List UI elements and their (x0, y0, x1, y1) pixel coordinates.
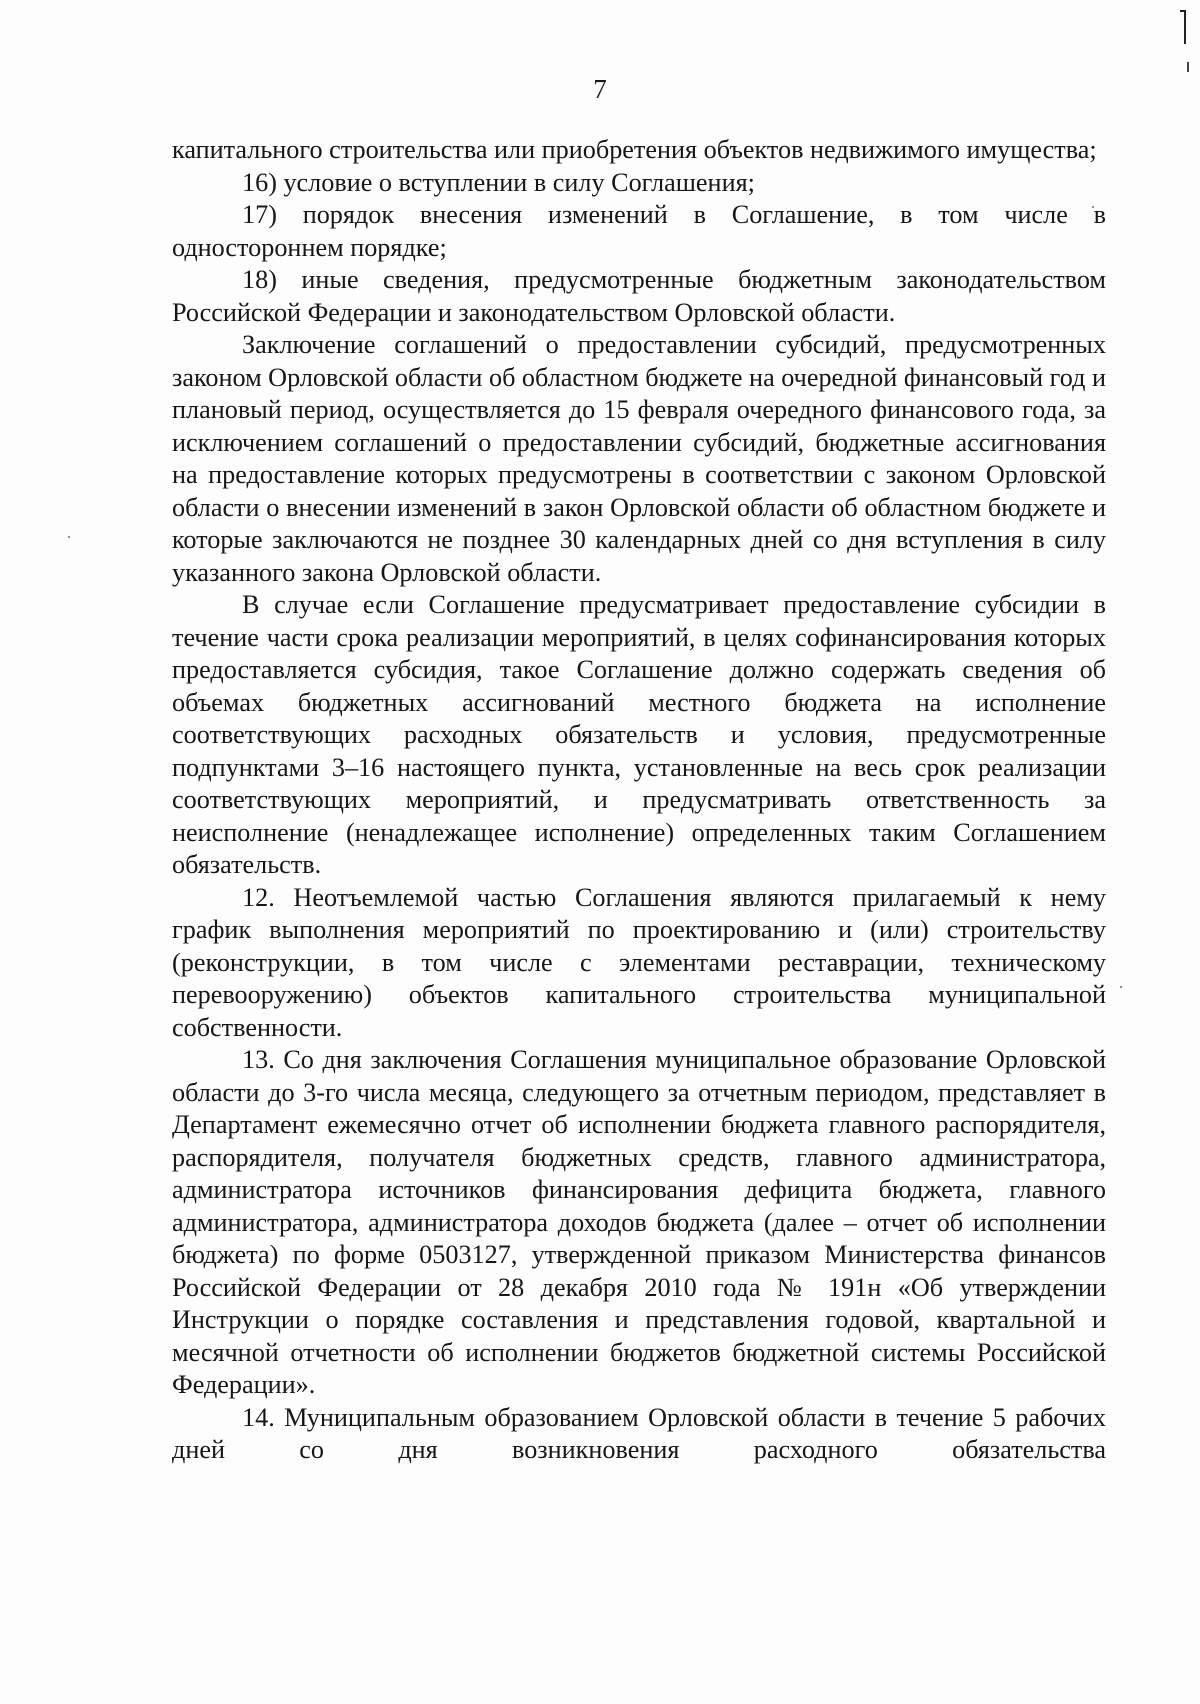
scan-speck (68, 536, 70, 538)
paragraph-item-16: 16) условие о вступлении в силу Соглашения; (242, 167, 755, 197)
paragraph-item-18: 18) иные сведения, предусмотренные бюджетным законодательством Российской Федерации и законодательством Орловской области. (172, 265, 1106, 327)
paragraph-12: 12. Неотъемлемой частью Соглашения являются прилагаемый к нему график выполнения мероприятий по проектированию и (или) строительству (реконструкции, в том числе с элементами реставрации, техническому перевооружению) объектов капитального строительства муниципальной собственности. (172, 882, 1106, 1042)
staple-mark (1180, 10, 1186, 44)
scan-mark (1187, 62, 1189, 72)
paragraph-partial-term: В случае если Соглашение предусматривает предоставление субсидии в течение части срока реализации мероприятий, в целях софинансирования которых предоставляется субсидия, такое Соглашение должно содержать сведения об объемах бюджетных ассигнований местного бюджета на исполнение соответствующих расходных обязательств и условия, предусмотренные подпунктами 3–16 настоящего пункта, установленные на весь срок реализации соответствующих мероприятий, и предусматривать ответственность за неисполнение (ненадлежащее исполнение) определенных таким Соглашением обязательств. (172, 590, 1106, 879)
paragraph-13: 13. Со дня заключения Соглашения муниципальное образование Орловской области до 3-го числа месяца, следующего за отчетным периодом, представляет в Департамент ежемесячно отчет об исполнении бюджета главного распорядителя, распорядителя, получателя бюджетных средств, главного администратора, администратора источников финансирования дефицита бюджета, главного администратора, администратора доходов бюджета (далее – отчет об исполнении бюджета) по форме 0503127, утвержденной приказом Министерства финансов Российской Федерации от 28 декабря 2010 года № 191н «Об утверждении Инструкции о порядке составления и представления годовой, квартальной и месячной отчетности об исполнении бюджетов бюджетной системы Российской Федерации». (172, 1045, 1106, 1399)
paragraph-continuation: капитального строительства или приобретения объектов недвижимого имущества; (172, 135, 1097, 164)
paragraph-item-17: 17) порядок внесения изменений в Соглашение, в том числе в одностороннем порядке; (172, 200, 1106, 262)
page-number: 7 (593, 74, 607, 104)
paragraph-agreements-deadline: Заключение соглашений о предоставлении субсидий, предусмотренных законом Орловской области об областном бюджете на очередной финансовый год и плановый период, осуществляется до 15 февраля очередного финансового года, за исключением соглашений о предоставлении субсидий, бюджетные ассигнования на предоставление которых предусмотрены в соответствии с законом Орловской области о внесении изменений в закон Орловской области об областном бюджете и которые заключаются не позднее 30 календарных дней со дня вступления в силу указанного закона Орловской области. (172, 330, 1106, 587)
paragraph-14: 14. Муниципальным образованием Орловской области в течение 5 рабочих дней со дня возникновения расходного обязательства (172, 1402, 1106, 1464)
document-body (172, 134, 1106, 1467)
scan-speck (1120, 986, 1122, 988)
